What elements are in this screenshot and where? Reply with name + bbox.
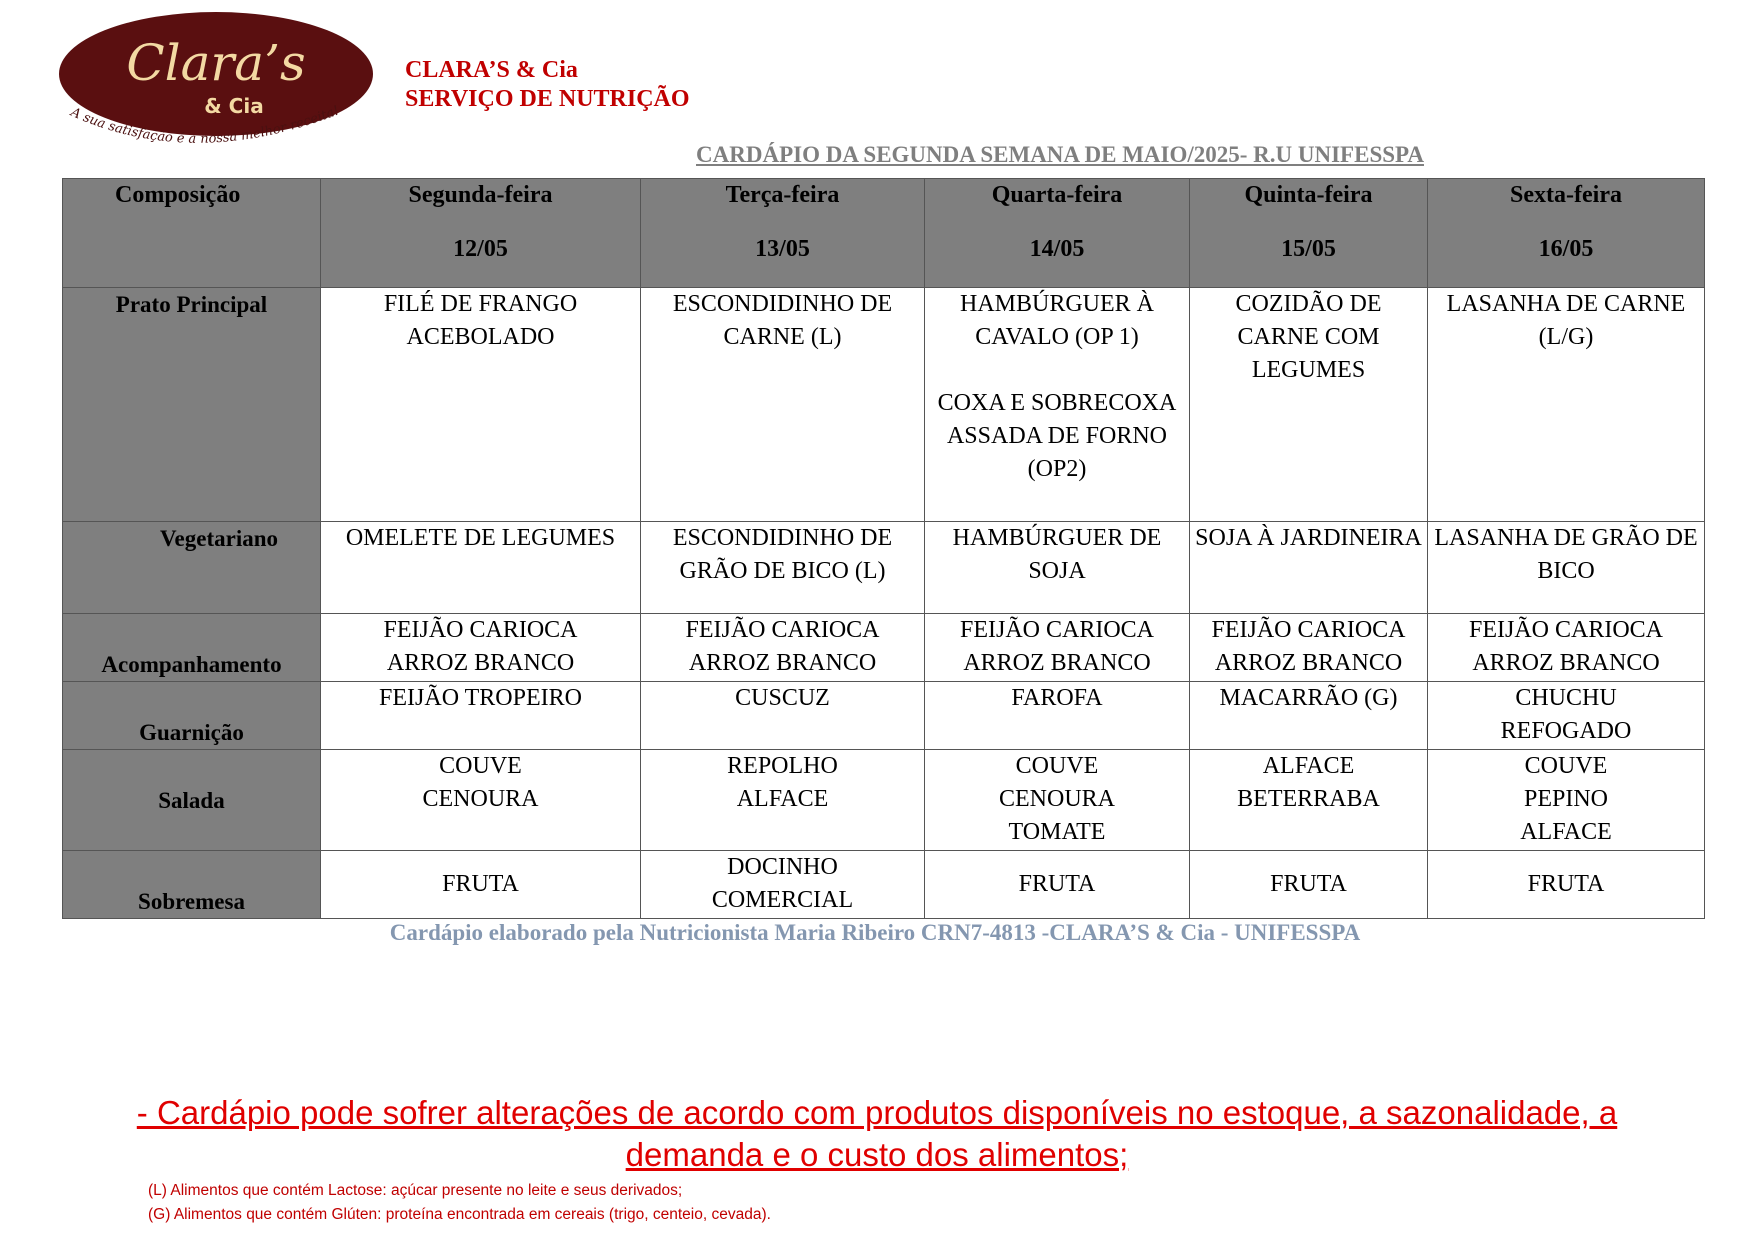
menu-cell: REPOLHO ALFACE xyxy=(641,750,925,851)
day-name: Quinta-feira xyxy=(1244,182,1373,208)
day-name: Sexta-feira xyxy=(1510,182,1622,208)
menu-cell: FRUTA xyxy=(1190,851,1428,919)
menu-cell: FEIJÃO CARIOCA ARROZ BRANCO xyxy=(925,614,1190,682)
menu-cell: COUVE CENOURA xyxy=(321,750,641,851)
menu-cell: FEIJÃO CARIOCA ARROZ BRANCO xyxy=(641,614,925,682)
logo-slogan: A sua satisfação é a nossa melhor receita! xyxy=(68,103,342,147)
table-row xyxy=(63,682,1705,750)
day-name: Quarta-feira xyxy=(991,182,1123,208)
day-header xyxy=(321,179,641,288)
table-row xyxy=(63,288,1705,522)
day-date: 14/05 xyxy=(1029,236,1085,262)
day-header xyxy=(641,179,925,288)
menu-cell: OMELETE DE LEGUMES xyxy=(321,522,641,614)
menu-cell: FEIJÃO CARIOCA ARROZ BRANCO xyxy=(1428,614,1705,682)
logo-name: Clara’s xyxy=(126,34,306,92)
menu-cell: COZIDÃO DE CARNE COM LEGUMES xyxy=(1190,288,1428,522)
gluten-note: (G) Alimentos que contém Glúten: proteína encontrada em cereais (trigo, centeio, cevada). xyxy=(148,1206,771,1223)
table-row xyxy=(63,614,1705,682)
menu-title: CARDÁPIO DA SEGUNDA SEMANA DE MAIO/2025- R.U UNIFESSPA xyxy=(696,142,1424,167)
day-date: 13/05 xyxy=(755,236,810,262)
company-name: CLARA’S & Cia xyxy=(405,57,578,83)
header-row xyxy=(63,179,1705,288)
row-label: Prato Principal xyxy=(63,288,321,522)
company-service: SERVIÇO DE NUTRIÇÃO xyxy=(405,86,690,112)
table-row xyxy=(63,750,1705,851)
row-label: Guarnição xyxy=(63,682,321,750)
day-date: 15/05 xyxy=(1281,236,1336,262)
menu-cell: LASANHA DE CARNE (L/G) xyxy=(1428,288,1705,522)
menu-table xyxy=(62,178,1705,919)
day-header xyxy=(1428,179,1705,288)
row-label: Salada xyxy=(63,750,321,851)
menu-cell: SOJA À JARDINEIRA xyxy=(1190,522,1428,614)
menu-credit: Cardápio elaborado pela Nutricionista Maria Ribeiro CRN7-4813 -CLARA’S & Cia - UNIFESSPA xyxy=(389,920,1361,945)
menu-cell: HAMBÚRGUER À CAVALO (OP 1) COXA E SOBRECOXA ASSADA DE FORNO (OP2) xyxy=(925,288,1190,522)
menu-cell: FRUTA xyxy=(321,851,641,919)
menu-cell: ALFACE BETERRABA xyxy=(1190,750,1428,851)
lactose-note: (L) Alimentos que contém Lactose: açúcar presente no leite e seus derivados; xyxy=(148,1182,683,1199)
row-label: Vegetariano xyxy=(63,522,321,614)
change-notice: - Cardápio pode sofrer alterações de acordo com produtos disponíveis no estoque, a sazonalidade, a demanda e o custo dos alimentos; xyxy=(136,1094,1618,1173)
composition-header: Composição xyxy=(63,179,321,288)
day-header xyxy=(1190,179,1428,288)
day-header xyxy=(925,179,1190,288)
menu-cell: FILÉ DE FRANGO ACEBOLADO xyxy=(321,288,641,522)
menu-cell: ESCONDIDINHO DE CARNE (L) xyxy=(641,288,925,522)
day-date: 12/05 xyxy=(453,236,508,262)
menu-cell: FEIJÃO CARIOCA ARROZ BRANCO xyxy=(1190,614,1428,682)
table-row xyxy=(63,522,1705,614)
allergen-legend xyxy=(148,1179,771,1227)
day-name: Terça-feira xyxy=(725,182,840,208)
row-label: Sobremesa xyxy=(63,851,321,919)
day-name: Segunda-feira xyxy=(408,182,553,208)
menu-cell: ESCONDIDINHO DE GRÃO DE BICO (L) xyxy=(641,522,925,614)
menu-cell: CHUCHU REFOGADO xyxy=(1428,682,1705,750)
menu-cell: LASANHA DE GRÃO DE BICO xyxy=(1428,522,1705,614)
menu-cell: MACARRÃO (G) xyxy=(1190,682,1428,750)
menu-cell: FEIJÃO CARIOCA ARROZ BRANCO xyxy=(321,614,641,682)
menu-cell: DOCINHO COMERCIAL xyxy=(641,851,925,919)
company-logo xyxy=(58,10,388,158)
row-label: Acompanhamento xyxy=(63,614,321,682)
menu-cell: FEIJÃO TROPEIRO xyxy=(321,682,641,750)
company-header xyxy=(405,56,690,114)
menu-cell: FAROFA xyxy=(925,682,1190,750)
menu-cell: CUSCUZ xyxy=(641,682,925,750)
menu-cell: FRUTA xyxy=(925,851,1190,919)
day-date: 16/05 xyxy=(1538,236,1594,262)
menu-cell: COUVE PEPINO ALFACE xyxy=(1428,750,1705,851)
menu-cell: FRUTA xyxy=(1428,851,1705,919)
menu-cell: HAMBÚRGUER DE SOJA xyxy=(925,522,1190,614)
logo-sub: & Cia xyxy=(204,94,264,118)
menu-cell: COUVE CENOURA TOMATE xyxy=(925,750,1190,851)
table-row xyxy=(63,851,1705,919)
